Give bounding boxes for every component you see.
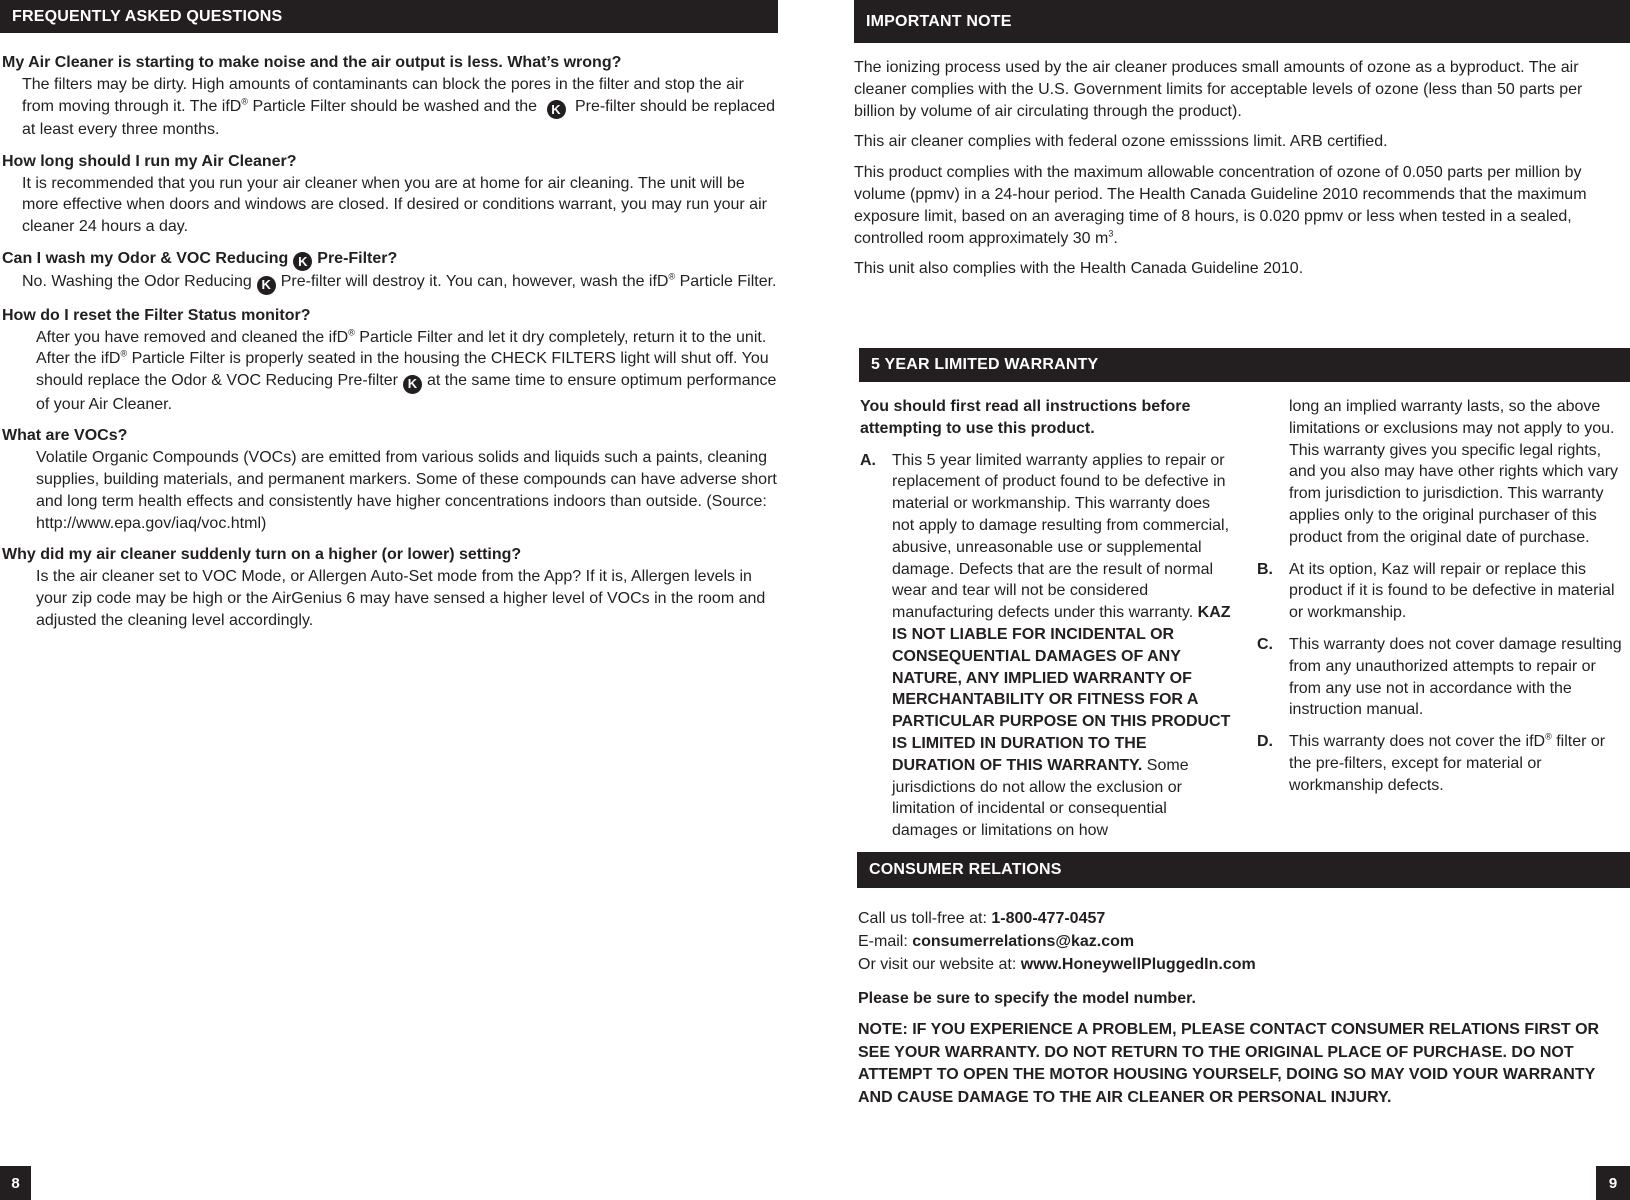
warranty-col-1 [860,396,1234,852]
warranty-letter: B. [1257,560,1273,578]
k-badge-icon: K [403,375,422,394]
warranty-item-d: D. This warranty does not cover the ifD® filter or the pre-filters, except for material or workmanship defects. [1257,731,1606,794]
note-paragraph: The ionizing process used by the air cleaner produces small amounts of ozone as a byproduct. The air cleaner complies with the U.S. Government limits for acceptable levels of ozone (less than 50 parts per billion by volume of air circulating through the product). [854,59,1583,120]
faq-question: My Air Cleaner is starting to make noise and the air output is less. What’s wrong? [2,54,622,71]
faq-section [2,52,778,642]
faq-answer: Volatile Organic Compounds (VOCs) are emitted from various solids and liquids such a paints, cleaning supplies, building materials, and permanent markers. Some of these compounds can have adverse short and long term health effects and consistently have higher concentrations indoors than outside. (Source: http://www.epa.gov/iaq/voc.html) [36,449,777,532]
consumer-relations-header [857,852,1630,888]
faq-answer: It is recommended that you run your air cleaner when you are at home for air cleaning. The unit will be more effective when doors and windows are closed. If desired or conditions warrant, you may run your air cleaner 24 hours a day. [22,174,767,236]
phone-line: Call us toll-free at: 1-800-477-0457 [858,910,1106,927]
warranty-header-text: 5 YEAR LIMITED WARRANTY [871,356,1099,373]
faq-item-4 [2,305,778,416]
k-badge-icon: K [293,252,312,271]
faq-item-3 [2,248,778,295]
warranty-letter: C. [1257,635,1273,653]
faq-question: Why did my air cleaner suddenly turn on a higher (or lower) setting? [2,546,522,564]
faq-item-6 [2,544,778,631]
faq-header-text: FREQUENTLY ASKED QUESTIONS [12,7,283,25]
faq-item-1 [2,52,778,141]
page-number-left: 8 [0,1166,31,1200]
warranty-letter: D. [1257,733,1273,751]
note-paragraph: This unit also complies with the Health Canada Guideline 2010. [854,260,1304,278]
faq-header [0,0,778,33]
website-link[interactable]: www.HoneywellPluggedIn.com [1020,956,1256,973]
faq-question: Can I wash my Odor & VOC Reducing K Pre-Filter? [2,248,778,271]
note-paragraph: This product complies with the maximum allowable concentration of ozone of 0.050 parts per million by volume (ppmv) in a 24-hour period. The Health Canada Guideline 2010 recommends that the maximum exposure limit, based on an averaging time of 8 hours, is 0.020 ppmv or less when tested in a sealed, controlled room approximately 30 $m^3$. [854,164,1587,247]
faq-item-2 [2,151,778,238]
k-badge-icon: K [547,100,566,119]
faq-question: How long should I run my Air Cleaner? [2,152,297,170]
k-badge-icon: K [257,276,276,295]
warranty-item-c: C. This warranty does not cover damage resulting from any unauthorized attempts to repair or from any use not in accordance with the instruction manual. [1257,635,1622,719]
important-note-header [854,0,1630,43]
faq-item-5 [2,425,778,534]
consumer-relations-header-text: CONSUMER RELATIONS [869,861,1062,878]
faq-answer: After you have removed and cleaned the ifD® Particle Filter and let it dry completely, return it to the unit. After the ifD® Particle Filter is properly seated in the housing the CHECK FILTERS light will shut off. You should replace the Odor & VOC Reducing Pre-filter K at the same time to ensure optimum performance of your Air Cleaner. [36,327,777,413]
warranty-letter: A. [860,451,876,469]
warranty-intro: You should first read all instructions before attempting to use this product. [860,398,1191,437]
phone-number[interactable]: 1-800-477-0457 [991,910,1106,927]
faq-answer: The filters may be dirty. High amounts of contaminants can block the pores in the filter and stop the air from moving through it. The ifD® Particle Filter should be washed and the K Pre-filter should be replaced at least every three months. [22,75,776,138]
final-note: NOTE: IF YOU EXPERIENCE A PROBLEM, PLEASE CONTACT CONSUMER RELATIONS FIRST OR SEE YOUR WARRANTY. DO NOT RETURN TO THE ORIGINAL PLACE OF PURCHASE. DO NOT ATTEMPT TO OPEN THE MOTOR HOUSING YOURSELF, DOING SO MAY VOID YOUR WARRANTY AND CAUSE DAMAGE TO THE AIR CLEANER OR PERSONAL INJURY. [858,1021,1600,1106]
model-note: Please be sure to specify the model number. [858,990,1196,1007]
warranty-header [859,348,1630,382]
email-line: E-mail: consumerrelations@kaz.com [858,933,1135,950]
warranty-item-b: B. At its option, Kaz will repair or replace this product if it is found to be defective in material or workmanship. [1257,560,1615,622]
warranty-item-a-continued: long an implied warranty lasts, so the above limitations or exclusions may not apply to you. This warranty gives you specific legal rights, and you also may have other rights which vary from jurisdiction to jurisdiction. This warranty applies only to the original purchaser of this product from the original date of purchase. [1289,398,1619,546]
warranty-item-a: A. This 5 year limited warranty applies to repair or replacement of product found to be defective in material or workmanship. This warranty does not apply to damage resulting from commercial, abusive, unreasonable use or supplemental damage. Defects that are the result of normal wear and tear will not be considered manufacturing defects under this warranty. KAZ IS NOT LIABLE FOR INCIDENTAL OR CONSEQUENTIAL DAMAGES OF ANY NATURE, ANY IMPLIED WARRANTY OF MERCHANTABILITY OR FITNESS FOR A PARTICULAR PURPOSE ON THIS PRODUCT IS LIMITED IN DURATION TO THE DURATION OF THIS WARRANTY. Some jurisdictions do not allow the exclusion or limitation of incidental or consequential damages or limitations on how [860,451,1231,840]
consumer-relations-body [858,907,1626,1109]
faq-question: How do I reset the Filter Status monitor? [2,306,311,324]
faq-answer: No. Washing the Odor Reducing K Pre-filter will destroy it. You can, however, wash the ifD® Particle Filter. [2,271,778,294]
warranty-col-2 [1257,396,1629,807]
important-note-header-text: IMPORTANT NOTE [866,12,1012,30]
page-number-right: 9 [1596,1166,1630,1200]
faq-answer: Is the air cleaner set to VOC Mode, or Allergen Auto-Set mode from the App? If it is, Allergen levels in your zip code may be high or the AirGenius 6 may have sensed a higher level of VOCs in the room and adjusted the cleaning level accordingly. [36,568,766,629]
website-line: Or visit our website at: www.HoneywellPluggedIn.com [858,956,1256,973]
faq-question: What are VOCs? [2,427,128,445]
note-paragraph: This air cleaner complies with federal ozone emisssions limit. ARB certified. [854,133,1388,151]
email-link[interactable]: consumerrelations@kaz.com [912,933,1135,950]
important-note-body [854,57,1624,289]
